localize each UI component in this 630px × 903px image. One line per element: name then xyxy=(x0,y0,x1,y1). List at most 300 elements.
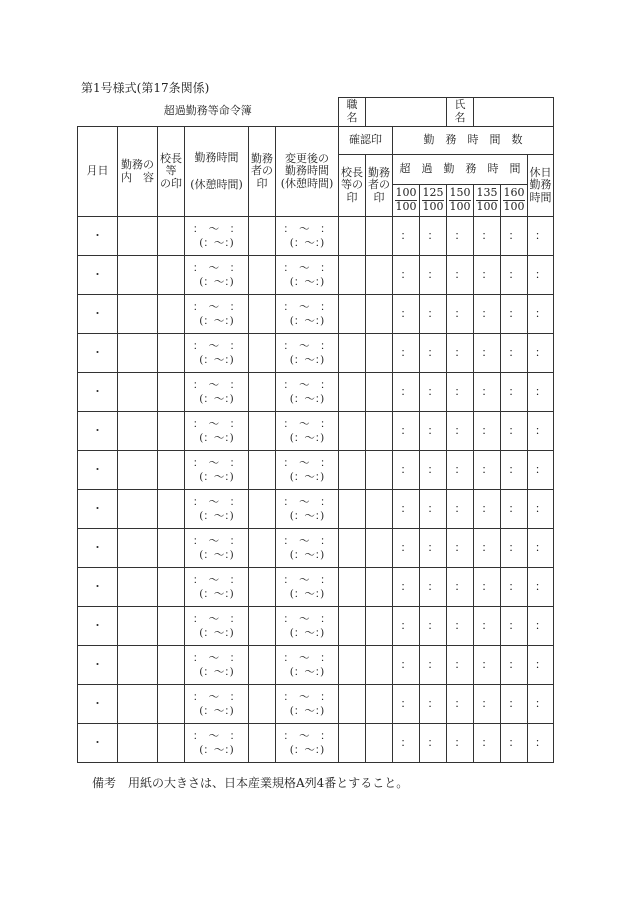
overtime-hours-cell[interactable] xyxy=(393,373,420,412)
confirm-worker-cell[interactable] xyxy=(366,334,393,373)
date-separator: ・ xyxy=(92,423,103,437)
changed-hours-cell[interactable] xyxy=(276,451,339,490)
hour-colon: ： xyxy=(481,345,493,359)
worker-seal-cell[interactable] xyxy=(249,646,276,685)
work-hours-cell[interactable] xyxy=(185,568,249,607)
work-content-cell[interactable] xyxy=(118,373,158,412)
work-hours-cell[interactable] xyxy=(185,217,249,256)
confirm-principal-cell[interactable] xyxy=(339,295,366,334)
worker-seal-cell[interactable] xyxy=(249,217,276,256)
holiday-hours-cell[interactable] xyxy=(528,646,554,685)
hour-colon: ： xyxy=(481,696,493,710)
overtime-hours-cell[interactable] xyxy=(474,256,501,295)
table-row xyxy=(78,646,554,685)
overtime-hours-cell[interactable] xyxy=(393,607,420,646)
rate-header xyxy=(447,185,474,217)
overtime-hours-cell[interactable] xyxy=(420,685,447,724)
table-row xyxy=(78,373,554,412)
date-cell[interactable] xyxy=(78,295,118,334)
holiday-hours-cell[interactable] xyxy=(528,256,554,295)
hour-colon: ： xyxy=(508,501,520,515)
hour-colon: ： xyxy=(508,306,520,320)
hour-colon: ： xyxy=(454,618,466,632)
confirm-principal-cell[interactable] xyxy=(339,529,366,568)
break-range: (：〜：) xyxy=(289,705,325,717)
date-separator: ・ xyxy=(92,579,103,593)
overtime-hours-cell[interactable] xyxy=(420,490,447,529)
rate-header xyxy=(501,185,528,217)
work-content-cell[interactable] xyxy=(118,490,158,529)
rate-numerator: 160 xyxy=(503,186,525,200)
holiday-hours-cell[interactable] xyxy=(528,529,554,568)
overtime-hours-header: 超 過 勤 務 時 間 xyxy=(393,155,528,185)
principal-seal-cell[interactable] xyxy=(158,295,185,334)
overtime-hours-cell[interactable] xyxy=(447,334,474,373)
work-hours-cell[interactable] xyxy=(185,724,249,763)
hour-colon: ： xyxy=(400,501,412,515)
changed-hours-cell[interactable] xyxy=(276,256,339,295)
overtime-hours-cell[interactable] xyxy=(501,529,528,568)
confirm-worker-cell[interactable] xyxy=(366,724,393,763)
overtime-hours-cell[interactable] xyxy=(474,373,501,412)
overtime-hours-cell[interactable] xyxy=(501,685,528,724)
changed-hours-cell[interactable] xyxy=(276,646,339,685)
overtime-hours-cell[interactable] xyxy=(501,568,528,607)
overtime-hours-cell[interactable] xyxy=(393,529,420,568)
overtime-hours-cell[interactable] xyxy=(447,724,474,763)
confirm-principal-cell[interactable] xyxy=(339,490,366,529)
hour-colon: ： xyxy=(427,696,439,710)
holiday-hours-cell[interactable] xyxy=(528,490,554,529)
overtime-hours-cell[interactable] xyxy=(474,646,501,685)
overtime-hours-cell[interactable] xyxy=(474,334,501,373)
date-cell[interactable] xyxy=(78,412,118,451)
holiday-hours-cell[interactable] xyxy=(528,685,554,724)
overtime-hours-cell[interactable] xyxy=(447,373,474,412)
hour-colon: ： xyxy=(508,267,520,281)
holiday-hours-cell[interactable] xyxy=(528,724,554,763)
work-hours-cell[interactable] xyxy=(185,451,249,490)
date-separator: ・ xyxy=(92,228,103,242)
confirm-seal-header: 確認印 xyxy=(339,127,393,155)
work-hours-cell[interactable] xyxy=(185,373,249,412)
overtime-hours-cell[interactable] xyxy=(474,490,501,529)
time-range: ： 〜 ： xyxy=(283,573,331,586)
confirm-principal-cell[interactable] xyxy=(339,451,366,490)
hour-colon: ： xyxy=(535,735,547,749)
hour-colon: ： xyxy=(400,423,412,437)
time-range: ： 〜 ： xyxy=(283,612,331,625)
hour-colon: ： xyxy=(508,228,520,242)
changed-hours-label: 変更後の 勤務時間 xyxy=(285,151,329,178)
overtime-hours-cell[interactable] xyxy=(474,568,501,607)
changed-hours-cell[interactable] xyxy=(276,607,339,646)
overtime-hours-cell[interactable] xyxy=(501,295,528,334)
hour-colon: ： xyxy=(535,345,547,359)
table-row xyxy=(78,217,554,256)
work-content-cell[interactable] xyxy=(118,568,158,607)
hour-colon: ： xyxy=(508,345,520,359)
confirm-principal-cell[interactable] xyxy=(339,724,366,763)
worker-seal-cell[interactable] xyxy=(249,451,276,490)
overtime-hours-cell[interactable] xyxy=(447,412,474,451)
hour-colon: ： xyxy=(400,579,412,593)
changed-hours-cell[interactable] xyxy=(276,724,339,763)
principal-seal-cell[interactable] xyxy=(158,568,185,607)
hour-colon: ： xyxy=(508,579,520,593)
hour-colon: ： xyxy=(454,267,466,281)
changed-hours-cell[interactable] xyxy=(276,685,339,724)
date-header: 月日 xyxy=(78,127,118,217)
hour-colon: ： xyxy=(481,579,493,593)
holiday-hours-cell[interactable] xyxy=(528,607,554,646)
confirm-principal-cell[interactable] xyxy=(339,217,366,256)
work-hours-cell[interactable] xyxy=(185,490,249,529)
break-range: (：〜：) xyxy=(199,432,234,444)
principal-seal-cell[interactable] xyxy=(158,373,185,412)
work-hours-cell[interactable] xyxy=(185,295,249,334)
worker-seal-cell[interactable] xyxy=(249,724,276,763)
work-hours-cell[interactable] xyxy=(185,646,249,685)
overtime-hours-cell[interactable] xyxy=(447,217,474,256)
hour-colon: ： xyxy=(481,267,493,281)
overtime-hours-cell[interactable] xyxy=(393,295,420,334)
overtime-hours-cell[interactable] xyxy=(393,490,420,529)
worker-seal-cell[interactable] xyxy=(249,373,276,412)
overtime-hours-cell[interactable] xyxy=(447,529,474,568)
hour-colon: ： xyxy=(481,735,493,749)
changed-hours-cell[interactable] xyxy=(276,529,339,568)
confirm-principal-cell[interactable] xyxy=(339,334,366,373)
hour-colon: ： xyxy=(535,618,547,632)
time-range: ： 〜 ： xyxy=(192,534,241,547)
overtime-hours-cell[interactable] xyxy=(393,646,420,685)
changed-hours-cell[interactable] xyxy=(276,412,339,451)
rate-header xyxy=(420,185,447,217)
work-hours-cell[interactable] xyxy=(185,334,249,373)
overtime-hours-cell[interactable] xyxy=(420,217,447,256)
overtime-hours-cell[interactable] xyxy=(420,295,447,334)
overtime-hours-cell[interactable] xyxy=(393,412,420,451)
break-range: (：〜：) xyxy=(199,510,234,522)
time-range: ： 〜 ： xyxy=(283,690,331,703)
confirm-worker-cell[interactable] xyxy=(366,607,393,646)
hour-colon: ： xyxy=(508,657,520,671)
work-hours-cell[interactable] xyxy=(185,256,249,295)
worker-seal-cell[interactable] xyxy=(249,412,276,451)
principal-seal-cell[interactable] xyxy=(158,646,185,685)
principal-seal-cell[interactable] xyxy=(158,256,185,295)
overtime-hours-cell[interactable] xyxy=(474,451,501,490)
confirm-principal-cell[interactable] xyxy=(339,412,366,451)
overtime-hours-cell[interactable] xyxy=(393,256,420,295)
hour-colon: ： xyxy=(508,735,520,749)
overtime-hours-cell[interactable] xyxy=(501,373,528,412)
overtime-hours-cell[interactable] xyxy=(393,724,420,763)
holiday-hours-cell[interactable] xyxy=(528,217,554,256)
principal-seal-cell[interactable] xyxy=(158,490,185,529)
overtime-hours-cell[interactable] xyxy=(393,451,420,490)
break-range: (：〜：) xyxy=(289,237,325,249)
principal-seal-cell[interactable] xyxy=(158,685,185,724)
rate-denominator: 100 xyxy=(422,200,444,213)
work-content-cell[interactable] xyxy=(118,646,158,685)
hour-colon: ： xyxy=(400,267,412,281)
overtime-hours-cell[interactable] xyxy=(474,412,501,451)
hour-colon: ： xyxy=(400,657,412,671)
confirm-principal-cell[interactable] xyxy=(339,256,366,295)
work-hours-cell[interactable] xyxy=(185,685,249,724)
overtime-hours-cell[interactable] xyxy=(447,607,474,646)
date-cell[interactable] xyxy=(78,607,118,646)
overtime-hours-cell[interactable] xyxy=(447,256,474,295)
work-content-cell[interactable] xyxy=(118,256,158,295)
overtime-hours-cell[interactable] xyxy=(501,412,528,451)
time-range: ： 〜 ： xyxy=(283,456,331,469)
principal-seal-header: 校長 等 の印 xyxy=(158,127,185,217)
overtime-hours-cell[interactable] xyxy=(501,724,528,763)
name-field[interactable] xyxy=(474,98,554,127)
worker-seal-cell[interactable] xyxy=(249,490,276,529)
position-field[interactable] xyxy=(366,98,447,127)
overtime-hours-cell[interactable] xyxy=(474,607,501,646)
overtime-hours-cell[interactable] xyxy=(501,256,528,295)
overtime-hours-cell[interactable] xyxy=(474,217,501,256)
hour-colon: ： xyxy=(454,735,466,749)
hour-colon: ： xyxy=(427,501,439,515)
hour-colon: ： xyxy=(454,306,466,320)
overtime-hours-cell[interactable] xyxy=(420,607,447,646)
date-cell[interactable] xyxy=(78,724,118,763)
overtime-hours-cell[interactable] xyxy=(447,490,474,529)
date-cell[interactable] xyxy=(78,646,118,685)
worker-seal-cell[interactable] xyxy=(249,685,276,724)
confirm-worker-cell[interactable] xyxy=(366,295,393,334)
hour-colon: ： xyxy=(481,462,493,476)
table-row xyxy=(78,568,554,607)
principal-seal-cell[interactable] xyxy=(158,529,185,568)
overtime-hours-cell[interactable] xyxy=(420,412,447,451)
overtime-hours-cell[interactable] xyxy=(447,451,474,490)
overtime-hours-cell[interactable] xyxy=(474,529,501,568)
overtime-hours-cell[interactable] xyxy=(447,646,474,685)
date-cell[interactable] xyxy=(78,373,118,412)
changed-hours-header xyxy=(276,127,339,217)
work-content-cell[interactable] xyxy=(118,529,158,568)
holiday-hours-cell[interactable] xyxy=(528,334,554,373)
date-cell[interactable] xyxy=(78,568,118,607)
work-content-cell[interactable] xyxy=(118,607,158,646)
hour-colon: ： xyxy=(400,696,412,710)
work-hours-cell[interactable] xyxy=(185,412,249,451)
date-cell[interactable] xyxy=(78,490,118,529)
changed-break-label: (休憩時間) xyxy=(280,176,334,190)
work-content-cell[interactable] xyxy=(118,334,158,373)
changed-hours-cell[interactable] xyxy=(276,490,339,529)
table-row xyxy=(78,295,554,334)
work-content-cell[interactable] xyxy=(118,217,158,256)
overtime-hours-cell[interactable] xyxy=(420,529,447,568)
hour-colon: ： xyxy=(535,696,547,710)
holiday-hours-cell[interactable] xyxy=(528,568,554,607)
hour-colon: ： xyxy=(400,462,412,476)
work-hours-cell[interactable] xyxy=(185,529,249,568)
hour-colon: ： xyxy=(481,423,493,437)
overtime-hours-cell[interactable] xyxy=(420,568,447,607)
overtime-hours-cell[interactable] xyxy=(447,295,474,334)
principal-seal-cell[interactable] xyxy=(158,334,185,373)
work-hours-cell[interactable] xyxy=(185,607,249,646)
time-range: ： 〜 ： xyxy=(283,339,331,352)
worker-seal-cell[interactable] xyxy=(249,256,276,295)
overtime-hours-cell[interactable] xyxy=(447,568,474,607)
hour-count-header: 勤 務 時 間 数 xyxy=(393,127,554,155)
overtime-hours-cell[interactable] xyxy=(393,334,420,373)
time-range: ： 〜 ： xyxy=(283,729,331,742)
holiday-hours-cell[interactable] xyxy=(528,451,554,490)
holiday-hours-cell[interactable] xyxy=(528,295,554,334)
work-content-cell[interactable] xyxy=(118,685,158,724)
overtime-hours-cell[interactable] xyxy=(501,451,528,490)
position-label: 職 名 xyxy=(339,98,366,127)
changed-hours-cell[interactable] xyxy=(276,334,339,373)
hour-colon: ： xyxy=(481,228,493,242)
overtime-hours-cell[interactable] xyxy=(474,295,501,334)
work-hours-label: 勤務時間 xyxy=(194,150,239,164)
principal-seal-cell[interactable] xyxy=(158,451,185,490)
overtime-hours-cell[interactable] xyxy=(501,490,528,529)
time-range: ： 〜 ： xyxy=(192,261,241,274)
principal-seal-cell[interactable] xyxy=(158,412,185,451)
overtime-hours-cell[interactable] xyxy=(501,217,528,256)
changed-hours-cell[interactable] xyxy=(276,295,339,334)
date-separator: ・ xyxy=(92,462,103,476)
confirm-principal-cell[interactable] xyxy=(339,568,366,607)
holiday-hours-cell[interactable] xyxy=(528,412,554,451)
time-range: ： 〜 ： xyxy=(283,300,331,313)
time-range: ： 〜 ： xyxy=(192,222,241,235)
table-row xyxy=(78,607,554,646)
date-cell[interactable] xyxy=(78,217,118,256)
time-range: ： 〜 ： xyxy=(283,417,331,430)
overtime-hours-cell[interactable] xyxy=(501,646,528,685)
overtime-hours-cell[interactable] xyxy=(420,646,447,685)
hour-colon: ： xyxy=(454,462,466,476)
date-cell[interactable] xyxy=(78,451,118,490)
changed-hours-cell[interactable] xyxy=(276,373,339,412)
confirm-worker-cell[interactable] xyxy=(366,451,393,490)
worker-seal-cell[interactable] xyxy=(249,568,276,607)
hour-colon: ： xyxy=(535,462,547,476)
work-content-cell[interactable] xyxy=(118,412,158,451)
time-range: ： 〜 ： xyxy=(192,495,241,508)
date-cell[interactable] xyxy=(78,334,118,373)
hour-colon: ： xyxy=(535,267,547,281)
confirm-worker-cell[interactable] xyxy=(366,685,393,724)
work-content-cell[interactable] xyxy=(118,451,158,490)
worker-seal-cell[interactable] xyxy=(249,607,276,646)
overtime-hours-cell[interactable] xyxy=(420,256,447,295)
overtime-hours-cell[interactable] xyxy=(393,685,420,724)
confirm-worker-cell[interactable] xyxy=(366,529,393,568)
worker-seal-cell[interactable] xyxy=(249,295,276,334)
overtime-hours-cell[interactable] xyxy=(474,724,501,763)
hour-colon: ： xyxy=(508,618,520,632)
confirm-principal-cell[interactable] xyxy=(339,646,366,685)
overtime-hours-cell[interactable] xyxy=(474,685,501,724)
hour-colon: ： xyxy=(427,423,439,437)
principal-seal-cell[interactable] xyxy=(158,607,185,646)
date-separator: ・ xyxy=(92,501,103,515)
hour-colon: ： xyxy=(481,384,493,398)
date-cell[interactable] xyxy=(78,256,118,295)
name-label: 氏 名 xyxy=(447,98,474,127)
hour-colon: ： xyxy=(508,423,520,437)
changed-hours-cell[interactable] xyxy=(276,568,339,607)
break-range: (：〜：) xyxy=(199,627,234,639)
overtime-hours-cell[interactable] xyxy=(501,334,528,373)
confirm-worker-cell[interactable] xyxy=(366,646,393,685)
hour-colon: ： xyxy=(535,384,547,398)
date-separator: ・ xyxy=(92,306,103,320)
title-cell xyxy=(78,98,339,127)
date-cell[interactable] xyxy=(78,529,118,568)
overtime-hours-cell[interactable] xyxy=(420,724,447,763)
time-range: ： 〜 ： xyxy=(192,456,241,469)
hour-colon: ： xyxy=(400,735,412,749)
overtime-hours-cell[interactable] xyxy=(420,373,447,412)
confirm-principal-cell[interactable] xyxy=(339,373,366,412)
confirm-worker-cell[interactable] xyxy=(366,568,393,607)
confirm-principal-cell[interactable] xyxy=(339,685,366,724)
work-content-cell[interactable] xyxy=(118,724,158,763)
hour-colon: ： xyxy=(481,306,493,320)
principal-seal-cell[interactable] xyxy=(158,217,185,256)
break-range: (：〜：) xyxy=(289,588,325,600)
date-separator: ・ xyxy=(92,657,103,671)
overtime-hours-cell[interactable] xyxy=(393,568,420,607)
work-content-cell[interactable] xyxy=(118,295,158,334)
time-range: ： 〜 ： xyxy=(192,417,241,430)
changed-hours-cell[interactable] xyxy=(276,217,339,256)
break-hours-label: (休憩時間) xyxy=(190,177,243,191)
overtime-hours-cell[interactable] xyxy=(501,607,528,646)
confirm-worker-cell[interactable] xyxy=(366,373,393,412)
worker-seal-cell[interactable] xyxy=(249,334,276,373)
holiday-hours-cell[interactable] xyxy=(528,373,554,412)
overtime-hours-cell[interactable] xyxy=(420,451,447,490)
confirm-principal-cell[interactable] xyxy=(339,607,366,646)
break-range: (：〜：) xyxy=(199,471,234,483)
hour-colon: ： xyxy=(427,618,439,632)
overtime-hours-cell[interactable] xyxy=(420,334,447,373)
confirm-worker-cell[interactable] xyxy=(366,490,393,529)
date-cell[interactable] xyxy=(78,685,118,724)
confirm-worker-cell[interactable] xyxy=(366,412,393,451)
worker-seal-cell[interactable] xyxy=(249,529,276,568)
hour-colon: ： xyxy=(400,384,412,398)
break-range: (：〜：) xyxy=(199,354,234,366)
overtime-order-table xyxy=(77,97,554,763)
principal-seal-cell[interactable] xyxy=(158,724,185,763)
confirm-worker-cell[interactable] xyxy=(366,256,393,295)
break-range: (：〜：) xyxy=(199,588,234,600)
hour-colon: ： xyxy=(454,384,466,398)
overtime-hours-cell[interactable] xyxy=(447,685,474,724)
table-row xyxy=(78,334,554,373)
confirm-worker-cell[interactable] xyxy=(366,217,393,256)
overtime-hours-cell[interactable] xyxy=(393,217,420,256)
